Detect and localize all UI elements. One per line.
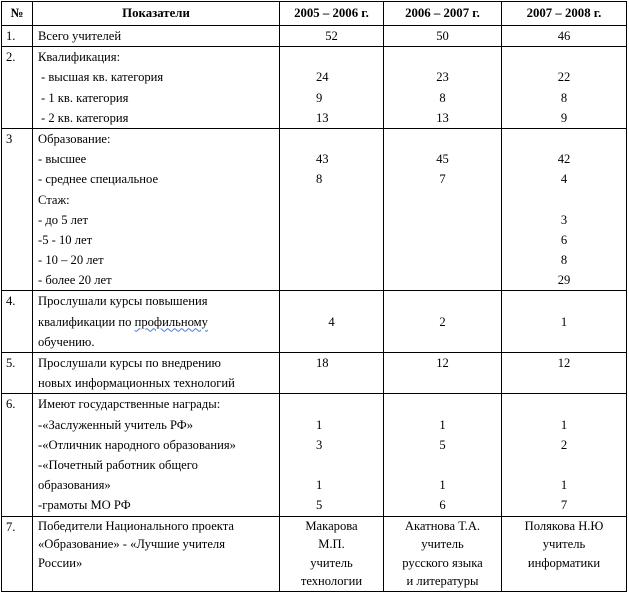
indicator-line-text: квалификации по профильному (38, 314, 208, 329)
value-cell-2006-2007 (384, 26, 502, 47)
value: 3 (560, 212, 568, 227)
value: 23 (436, 70, 449, 85)
value: 24 (316, 70, 329, 85)
indicator-line: образования» (38, 478, 111, 493)
value: 6 (560, 232, 568, 247)
indicator-line: Квалификация: (38, 50, 121, 65)
indicator-line: Прослушали курсы повышения (38, 294, 208, 309)
value: 12 (436, 356, 449, 371)
value-cell-2005-2006 (280, 47, 384, 129)
value: 1 (560, 314, 568, 329)
value-cell-2005-2006 (280, 128, 384, 291)
winner-line: русского языка (402, 555, 483, 570)
value: 1 (439, 417, 446, 432)
value: 7 (560, 498, 568, 513)
value (384, 373, 501, 393)
value: 1 (439, 478, 446, 493)
winner-cell-2006-2007 (384, 516, 502, 591)
value (384, 332, 501, 352)
indicator-line: - более 20 лет (38, 273, 112, 288)
winner-line: учитель (542, 537, 586, 552)
header-indicator: Показатели (33, 2, 280, 26)
value: 7 (439, 172, 446, 187)
value: 5 (316, 498, 323, 513)
winner-line: учитель (421, 537, 464, 552)
value: 8 (439, 90, 446, 105)
teachers-statistics-table (1, 1, 627, 592)
indicator-cell (33, 353, 280, 394)
indicator-line: Победители Национального проекта (38, 518, 235, 533)
value-cell-2005-2006 (280, 394, 384, 516)
value (502, 190, 626, 210)
indicator-line: -«Заслуженный учитель РФ» (38, 417, 194, 432)
indicator-cell (33, 291, 280, 353)
value (502, 373, 626, 393)
value: 1 (316, 417, 323, 432)
indicator-cell (33, 128, 280, 291)
value: 18 (316, 356, 329, 371)
indicator-cell (33, 394, 280, 516)
indicator-cell (33, 516, 280, 591)
indicator-line: России» (38, 555, 83, 570)
value (384, 210, 501, 230)
indicator-line: -5 - 10 лет (38, 232, 93, 247)
value: 8 (316, 172, 323, 187)
indicator-line: - до 5 лет (38, 212, 89, 227)
value-cell-2007-2008 (502, 353, 627, 394)
value (280, 455, 383, 475)
value (384, 129, 501, 149)
winner-line: Полякова Н.Ю (524, 518, 604, 533)
value: 4 (328, 314, 335, 329)
value (384, 47, 501, 67)
value: 43 (316, 152, 329, 167)
indicator-line: Всего учителей (38, 29, 122, 43)
indicator-line: - 2 кв. категория (41, 110, 129, 125)
value: 45 (436, 152, 449, 167)
indicator-line: новых информационных технологий (38, 376, 235, 391)
value (502, 291, 626, 311)
row-number: 5. (2, 353, 33, 394)
value: 8 (560, 90, 568, 105)
row-number: 3 (2, 128, 33, 291)
value-cell-2006-2007 (384, 353, 502, 394)
winner-line: Макарова (305, 518, 358, 533)
value (280, 270, 383, 290)
value: 6 (439, 498, 446, 513)
header-year-2007-2008: 2007 – 2008 г. (502, 2, 627, 26)
winner-line: информатики (527, 555, 601, 570)
value (502, 129, 626, 149)
value: 9 (316, 90, 323, 105)
value-cell-2006-2007 (384, 291, 502, 353)
indicator-line: - высшее (38, 152, 87, 167)
value (280, 230, 383, 250)
indicator-line: обучению. (38, 334, 95, 349)
indicator-line: - 10 – 20 лет (38, 253, 104, 268)
value: 4 (560, 172, 568, 187)
value (384, 291, 501, 311)
value: 2 (560, 437, 568, 452)
value: 22 (557, 70, 571, 85)
row-number: 1. (2, 26, 33, 47)
indicator-line: Прослушали курсы по внедрению (38, 356, 221, 371)
value (384, 190, 501, 210)
value (280, 373, 383, 393)
value-cell-2007-2008 (502, 128, 627, 291)
header-year-2006-2007: 2006 – 2007 г. (384, 2, 502, 26)
table-row (2, 128, 627, 291)
row-number: 7. (2, 516, 33, 591)
table-row (2, 26, 627, 47)
value-cell-2006-2007 (384, 394, 502, 516)
indicator-cell (33, 47, 280, 129)
value (280, 332, 383, 352)
spellcheck-underline: профильному (134, 314, 208, 329)
winner-line: и литературы (406, 574, 479, 589)
indicator-line: Имеют государственные награды: (38, 397, 221, 412)
indicator-line: - высшая кв. категория (41, 70, 164, 85)
row-number: 6. (2, 394, 33, 516)
indicator-line: -грамоты МО РФ (38, 498, 131, 513)
row-number: 4. (2, 291, 33, 353)
value-cell-2007-2008 (502, 47, 627, 129)
value (502, 47, 626, 67)
winner-line: учитель (310, 555, 353, 570)
header-number: № (2, 2, 33, 26)
value (384, 230, 501, 250)
value (384, 394, 501, 414)
winner-cell-2005-2006 (280, 516, 384, 591)
value (280, 210, 383, 230)
table-row (2, 353, 627, 394)
value-cell-2007-2008 (502, 291, 627, 353)
value-cell-2005-2006 (280, 26, 384, 47)
value: 29 (557, 273, 571, 288)
table-row (2, 394, 627, 516)
row-number: 2. (2, 47, 33, 129)
indicator-line: -«Почетный работник общего (38, 457, 198, 472)
indicator-line: Образование: (38, 131, 111, 146)
value (384, 455, 501, 475)
indicator-line: -«Отличник народного образования» (38, 437, 236, 452)
value (280, 190, 383, 210)
value: 46 (557, 29, 571, 43)
value: 13 (436, 110, 449, 125)
value-cell-2006-2007 (384, 47, 502, 129)
value (280, 129, 383, 149)
winner-line: технологии (300, 574, 363, 589)
table-row (2, 516, 627, 591)
table-header-row (2, 2, 627, 26)
value: 9 (560, 110, 568, 125)
winner-line: М.П. (318, 537, 345, 552)
winner-line: Акатнова Т.А. (404, 518, 481, 533)
winner-cell-2007-2008 (502, 516, 627, 591)
value: 3 (316, 437, 323, 452)
value: 12 (557, 356, 571, 371)
indicator-line: - среднее специальное (38, 172, 159, 187)
indicator-line (38, 312, 279, 332)
value (280, 47, 383, 67)
value (280, 394, 383, 414)
value-cell-2005-2006 (280, 291, 384, 353)
indicator-line: - 1 кв. категория (41, 90, 129, 105)
value (384, 250, 501, 270)
value: 2 (439, 314, 446, 329)
value (502, 394, 626, 414)
value-cell-2006-2007 (384, 128, 502, 291)
indicator-cell (33, 26, 280, 47)
value: 1 (560, 417, 568, 432)
value: 1 (560, 478, 568, 493)
value (502, 332, 626, 352)
value: 1 (316, 478, 323, 493)
value: 42 (557, 152, 571, 167)
indicator-line: Стаж: (38, 192, 70, 207)
value: 8 (560, 253, 568, 268)
table-row (2, 291, 627, 353)
indicator-line: «Образование» - «Лучшие учителя (38, 537, 225, 552)
value-cell-2007-2008 (502, 26, 627, 47)
value (280, 291, 383, 311)
value (384, 270, 501, 290)
value (280, 250, 383, 270)
value (502, 455, 626, 475)
value: 13 (316, 110, 329, 125)
value: 52 (325, 29, 338, 43)
value: 5 (439, 437, 446, 452)
value-cell-2007-2008 (502, 394, 627, 516)
value-cell-2005-2006 (280, 353, 384, 394)
header-year-2005-2006: 2005 – 2006 г. (280, 2, 384, 26)
table-row (2, 47, 627, 129)
value: 50 (436, 29, 449, 43)
